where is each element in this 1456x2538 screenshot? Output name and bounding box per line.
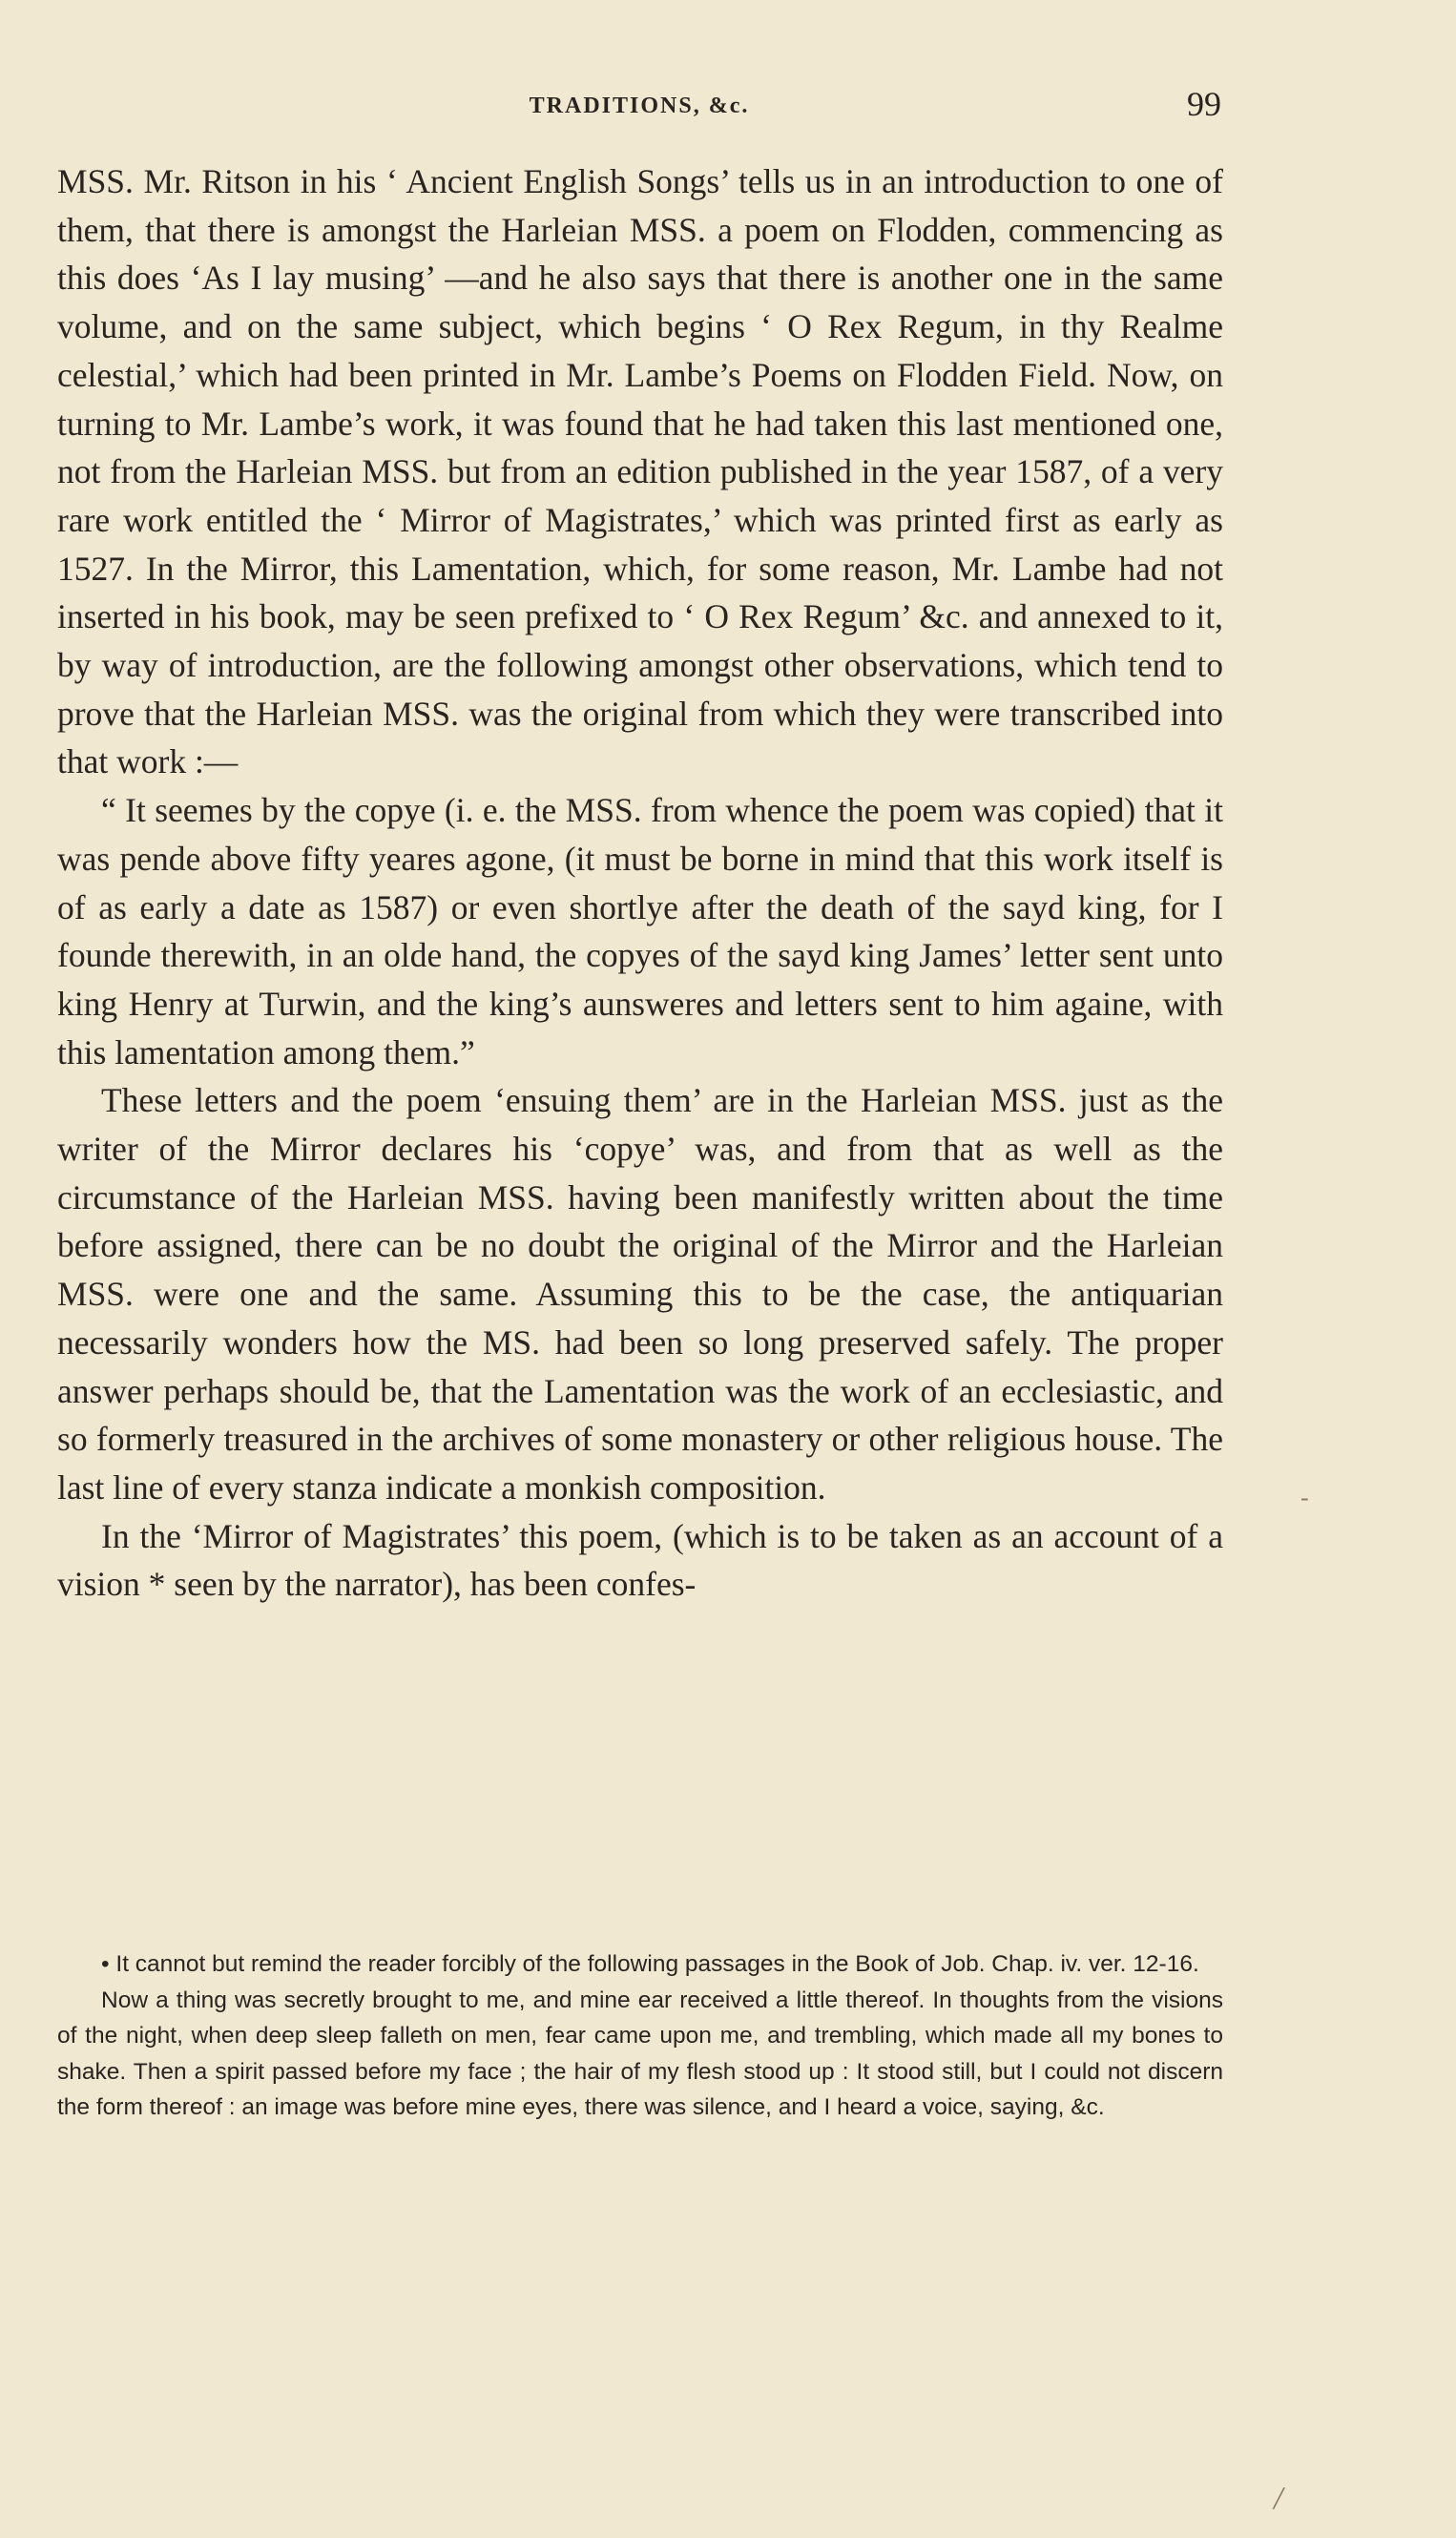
- running-head: [57, 84, 1221, 130]
- body-text: [57, 157, 1223, 1609]
- paragraph-3: These letters and the poem ‘ensuing them’ are in the Harleian MSS. just as the writer of the Mirror declares his ‘copye’ was, and from that as well as the circumstance of the Harleian MSS. having been manifestly written about the time before assigned, there can be no doubt the original of the Mirror and the Harleian MSS. were one and the same. Assuming this to be the case, the antiquarian necessarily wonders how the MS. had been so long preserved safely. The proper answer perhaps should be, that the Lamentation was the work of an ecclesiastic, and so formerly treasured in the archives of some monastery or other religious house. The last line of every stanza indicate a monkish composition.: [57, 1081, 1223, 1507]
- footnotes: [57, 1946, 1223, 2126]
- running-title: TRADITIONS, &c.: [529, 94, 750, 118]
- footnote-intro: • It cannot but remind the reader forcibly of the following passages in the Book of Job. Chap. iv. ver. 12-16.: [101, 1951, 1199, 1977]
- paragraph-4: In the ‘Mirror of Magistrates’ this poem, (which is to be taken as an account of a vision * seen by the narrator), has been confes-: [57, 1516, 1223, 1604]
- stray-pencil-mark: -: [1300, 1484, 1309, 1511]
- paragraph-1: MSS. Mr. Ritson in his ‘ Ancient English Songs’ tells us in an introduction to one of them, that there is amongst the Harleian MSS. a poem on Flodden, commencing as this does ‘As I lay musing’ —and he also says that there is another one in the same volume, and on the same subject, which begins ‘ O Rex Regum, in thy Realme celestial,’ which had been printed in Mr. Lambe’s Poems on Flodden Field. Now, on turning to Mr. Lambe’s work, it was found that he had taken this last mentioned one, not from the Harleian MSS. but from an edition published in the year 1587, of a very rare work entitled the ‘ Mirror of Magistrates,’ which was printed first as early as 1527. In the Mirror, this Lamentation, which, for some reason, Mr. Lambe had not inserted in his book, may be seen prefixed to ‘ O Rex Regum’ &c. and annexed to it, by way of introduction, are the following amongst other observations, which tend to prove that the Harleian MSS. was the original from which they were transcribed into that work :—: [57, 162, 1223, 781]
- stray-pencil-mark: /: [1274, 2481, 1283, 2516]
- footnote-quotation: Now a thing was secretly brought to me, and mine ear received a little thereof. In thoughts from the visions of the night, when deep sleep falleth on men, fear came upon me, and trembling, which made all my bones to shake. Then a spirit passed before my face ; the hair of my flesh stood up : It stood still, but I could not discern the form thereof : an image was before mine eyes, there was silence, and I heard a voice, saying, &c.: [57, 1987, 1223, 2120]
- paragraph-2: “ It seemes by the copye (i. e. the MSS. from whence the poem was copied) that it was pende above fifty yeares agone, (it must be borne in mind that this work itself is of as early a date as 1587) or even shortlye after the death of the sayd king, for I founde therewith, in an olde hand, the copyes of the sayd king James’ letter sent unto king Henry at Turwin, and the king’s aunsweres and letters sent to him againe, with this lamentation among them.”: [57, 791, 1223, 1071]
- page-number: 99: [1187, 85, 1221, 123]
